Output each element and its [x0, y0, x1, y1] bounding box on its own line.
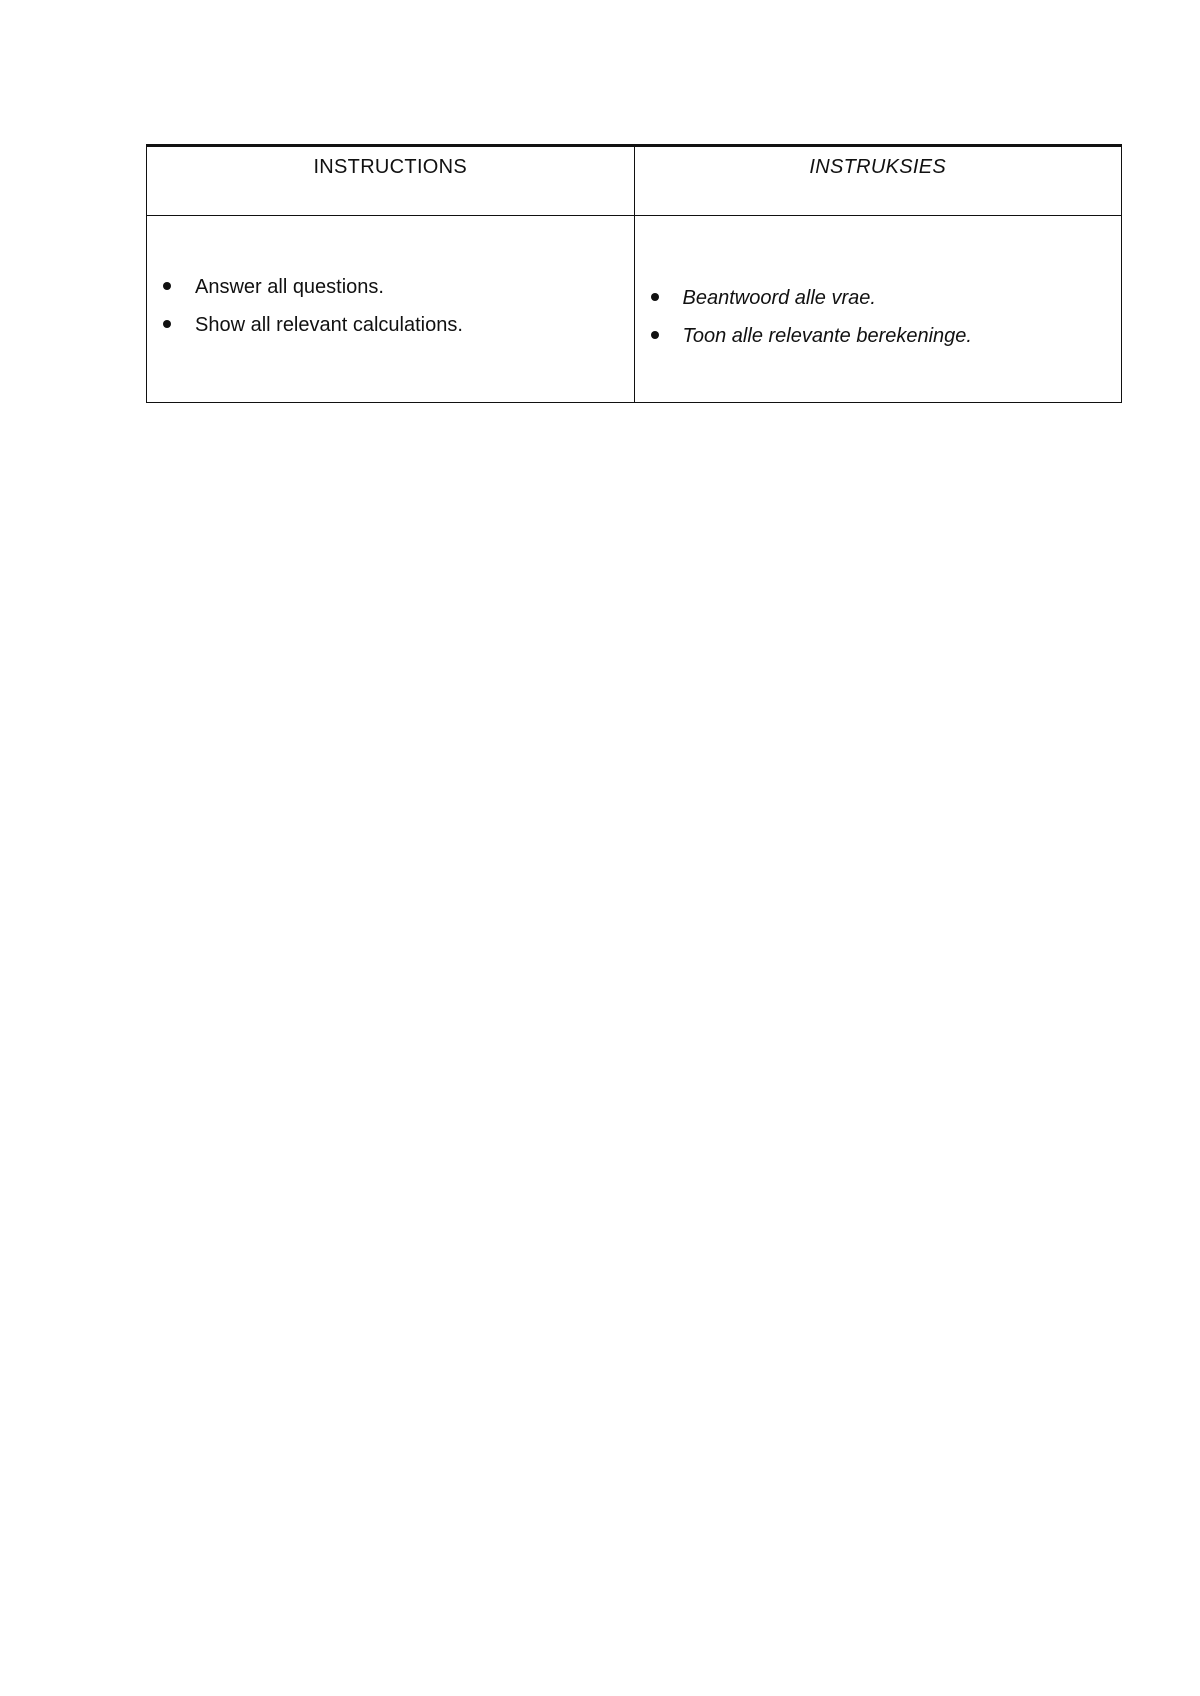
- english-instruction-list: [159, 268, 463, 344]
- english-instructions-cell: [147, 216, 635, 403]
- bullet-icon: [163, 320, 171, 328]
- instructions-table: [146, 144, 1122, 403]
- instruction-text: Toon alle relevante berekeninge.: [682, 325, 972, 347]
- afrikaans-instructions-cell: [634, 216, 1122, 403]
- bullet-icon: [163, 282, 171, 290]
- list-item: [159, 268, 463, 306]
- instructions-heading: INSTRUCTIONS: [147, 146, 635, 216]
- instruction-text: Answer all questions.: [195, 276, 384, 298]
- bullet-icon: [651, 293, 659, 301]
- instruksies-heading: INSTRUKSIES: [634, 146, 1122, 216]
- list-item: [647, 317, 972, 355]
- instruction-text: Show all relevant calculations.: [195, 314, 463, 336]
- list-item: [159, 306, 463, 344]
- table-header-row: [147, 146, 1122, 216]
- list-item: [647, 279, 972, 317]
- table-body-row: [147, 216, 1122, 403]
- bullet-icon: [651, 331, 659, 339]
- afrikaans-instruction-list: [647, 279, 972, 355]
- instruction-text: Beantwoord alle vrae.: [682, 287, 876, 309]
